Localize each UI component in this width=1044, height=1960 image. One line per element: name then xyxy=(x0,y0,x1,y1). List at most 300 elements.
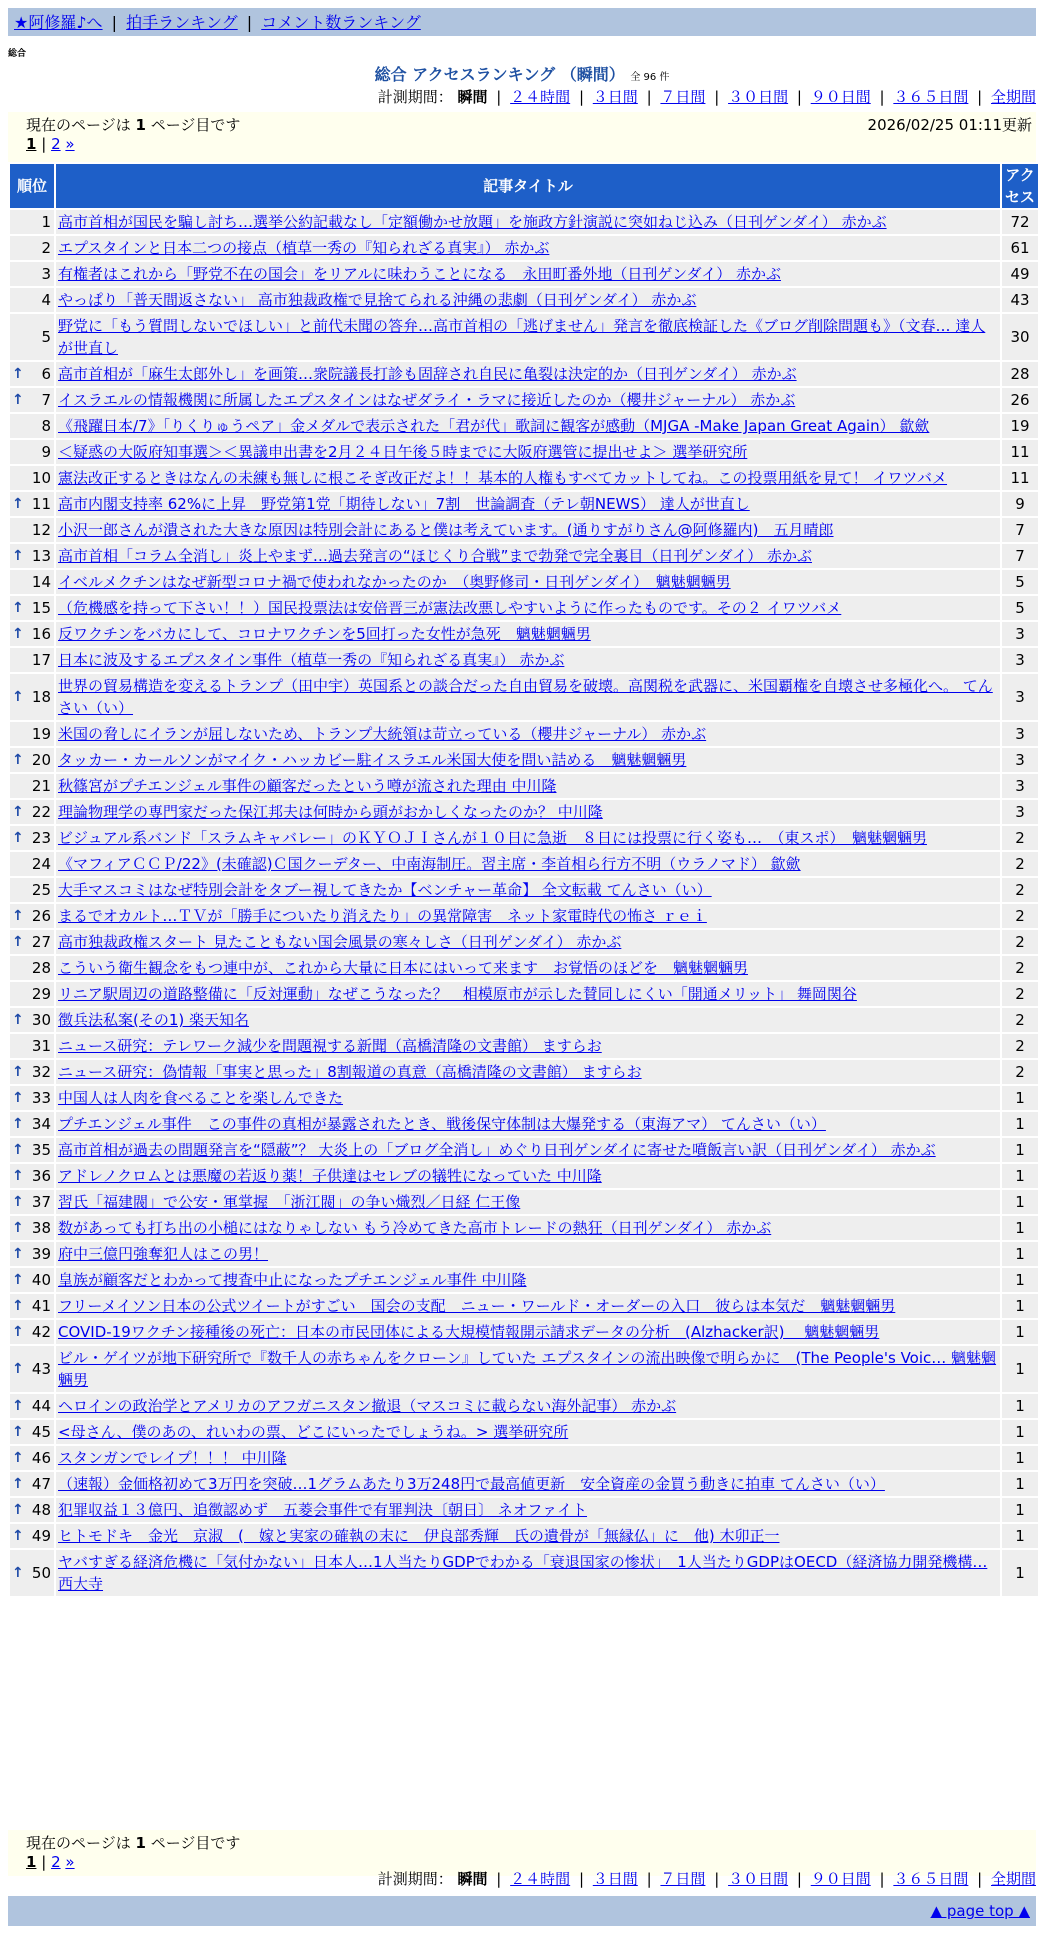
title-cell xyxy=(56,1498,1000,1522)
table-row xyxy=(10,1320,1038,1344)
table-row xyxy=(10,648,1038,672)
page-status xyxy=(26,1832,1018,1853)
access-count: 3 xyxy=(1002,748,1038,772)
article-title-link[interactable]: 反ワクチンをバカにして、コロナワクチンを5回打った女性が急死 魑魅魍魎男 xyxy=(58,625,591,643)
article-title-link[interactable]: ビル・ゲイツが地下研究所で『数千人の赤ちゃんをクローン』していた エプスタインの流出映像で明らかに (The People's Voic… 魑魅魍魎男 xyxy=(58,1349,997,1389)
rank-up-arrow-icon: ↑ xyxy=(12,1272,24,1288)
article-title-link[interactable]: リニア駅周辺の道路整備に「反対運動」なぜこうなった？ 相模原市が示した賛同しにくい「開通メリット」 舞岡関谷 xyxy=(58,985,857,1003)
page-status-number: 1 xyxy=(135,116,146,134)
table-row xyxy=(10,440,1038,464)
rank-up-arrow-icon: ↑ xyxy=(12,1298,24,1314)
period-separator: | xyxy=(796,1870,802,1888)
article-title-link[interactable]: 高市首相が国民を騙し討ち…選挙公約記載なし「定額働かせ放題」を施政方針演説に突如ねじ込み（日刊ゲンダイ） 赤かぶ xyxy=(58,213,887,231)
table-row xyxy=(10,982,1038,1006)
article-title-link[interactable]: 数があっても打ち出の小槌にはなりゃしない もう冷めてきた高市トレードの熱狂（日刊ゲンダイ） 赤かぶ xyxy=(58,1219,772,1237)
access-count: 1 xyxy=(1002,1346,1038,1392)
article-title-link[interactable]: 高市首相が「麻生太郎外し」を画策…衆院議長打診も固辞され自民に亀裂は決定的か（日刊ゲンダイ） 赤かぶ xyxy=(58,365,797,383)
rank-number: 31 xyxy=(31,1037,51,1055)
article-title-link[interactable]: 有権者はこれから「野党不在の国会」をリアルに味わうことになる 永田町番外地（日刊ゲンダイ） 赤かぶ xyxy=(58,265,781,283)
article-title-link[interactable]: タッカー・カールソンがマイク・ハッカビー駐イスラエル米国大使を問い詰める 魑魅魍魎男 xyxy=(58,751,687,769)
period-selector-top xyxy=(378,86,1036,107)
period-separator: | xyxy=(646,88,652,106)
title-cell xyxy=(56,774,1000,798)
period-30d-link[interactable]: ３０日間 xyxy=(728,1870,789,1888)
article-title-link[interactable]: ヒトモドキ 金光 京淑 ( 嫁と実家の確執の末に 伊良部秀輝 氏の遺骨が「無縁仏」に 他) 木卯正一 xyxy=(58,1527,780,1545)
period-90d-link[interactable]: ９０日間 xyxy=(810,1870,871,1888)
article-title-link[interactable]: 理論物理学の専門家だった保江邦夫は何時から頭がおかしくなったのか？ 中川隆 xyxy=(58,803,603,821)
asyura-home-link[interactable]: ★阿修羅♪へ xyxy=(14,13,103,32)
table-row xyxy=(10,1086,1038,1110)
access-count: 1 xyxy=(1002,1086,1038,1110)
table-row xyxy=(10,1394,1038,1418)
rank-cell xyxy=(10,518,54,542)
period-7d-link[interactable]: ７日間 xyxy=(660,88,706,106)
table-row xyxy=(10,1346,1038,1392)
article-title-link[interactable]: 《飛躍日本/7》「りくりゅうペア」金メダルで表示された「君が代」歌詞に観客が感動（MJGA -Make Japan Great Again） 歙歛 xyxy=(58,417,930,435)
title-cell xyxy=(56,414,1000,438)
rank-up-arrow-icon: ↑ xyxy=(12,1194,24,1210)
title-cell xyxy=(56,440,1000,464)
rank-number: 25 xyxy=(31,881,51,899)
table-row xyxy=(10,1190,1038,1214)
rank-cell xyxy=(10,1294,54,1318)
period-24h-link[interactable]: ２４時間 xyxy=(510,1870,571,1888)
rank-up-arrow-icon: ↑ xyxy=(12,600,24,616)
rank-up-arrow-icon: ↑ xyxy=(12,1502,24,1518)
access-count: 2 xyxy=(1002,878,1038,902)
page-2-link[interactable]: 2 xyxy=(51,135,61,153)
period-separator: | xyxy=(879,88,885,106)
article-title-link[interactable]: 高市内閣支持率 62%に上昇 野党第1党「期待しない」7割 世論調査（テレ朝NEWS） 達人が世直し xyxy=(58,495,750,513)
table-row xyxy=(10,878,1038,902)
rank-number: 32 xyxy=(31,1063,51,1081)
rank-cell xyxy=(10,930,54,954)
ranking-title: 総合 アクセスランキング （瞬間） xyxy=(374,65,625,84)
period-24h-link[interactable]: ２４時間 xyxy=(510,88,571,106)
table-row xyxy=(10,466,1038,490)
access-count: 1 xyxy=(1002,1242,1038,1266)
rank-cell xyxy=(10,1138,54,1162)
rank-number: 16 xyxy=(31,625,51,643)
period-separator: | xyxy=(496,1870,502,1888)
period-separator: | xyxy=(796,88,802,106)
table-row xyxy=(10,956,1038,980)
article-title-link[interactable]: まるでオカルト…ＴＶが「勝手についたり消えたり」の異常障害 ネット家電時代の怖さ ｒｅｉ xyxy=(58,907,707,925)
rank-number: 11 xyxy=(31,495,51,513)
updated-timestamp: 2026/02/25 01:11更新 xyxy=(867,116,1032,134)
access-count: 2 xyxy=(1002,982,1038,1006)
rank-number: 30 xyxy=(31,1011,51,1029)
period-3d-link[interactable]: ３日間 xyxy=(592,88,638,106)
access-count: 1 xyxy=(1002,1112,1038,1136)
article-title-link[interactable]: 野党に「もう質問しないでほしい」と前代未聞の答弁…高市首相の「逃げません」発言を徹底検証した《ブログ削除問題も》（文春… 達人が世直し xyxy=(58,317,986,357)
article-title-link[interactable]: （危機感を持って下さい！！）国民投票法は安倍晋三が憲法改悪しやすいように作ったものです。その２ イワツバメ xyxy=(58,599,842,617)
access-count: 1 xyxy=(1002,1420,1038,1444)
article-title-link[interactable]: ニュース研究：テレワーク減少を問題視する新聞（高橋清隆の文書館） ますらお xyxy=(58,1037,602,1055)
access-count: 1 xyxy=(1002,1164,1038,1188)
title-cell xyxy=(56,466,1000,490)
title-cell xyxy=(56,1320,1000,1344)
table-header-row xyxy=(10,164,1038,208)
rank-number: 22 xyxy=(31,803,51,821)
period-label: 計測期間： xyxy=(377,88,453,106)
top-nav-bar xyxy=(8,8,1036,36)
table-row xyxy=(10,1138,1038,1162)
rank-up-arrow-icon: ↑ xyxy=(12,934,24,950)
rank-number: 24 xyxy=(31,855,51,873)
table-row xyxy=(10,288,1038,312)
rank-cell xyxy=(10,1060,54,1084)
access-count: 1 xyxy=(1002,1446,1038,1470)
rank-number: 27 xyxy=(31,933,51,951)
article-title-link[interactable]: こういう衛生観念をもつ連中が、これから大量に日本にはいって来ます お覚悟のほどを 魑魅魍魎男 xyxy=(58,959,749,977)
rank-number: 46 xyxy=(31,1449,51,1467)
rank-number: 14 xyxy=(31,573,51,591)
access-count: 1 xyxy=(1002,1394,1038,1418)
article-title-link[interactable]: フリーメイソン日本の公式ツイートがすごい 国会の支配 ニュー・ワールド・オーダーの入口 彼らは本気だ 魑魅魍魎男 xyxy=(58,1297,896,1315)
title-cell xyxy=(56,982,1000,1006)
title-cell xyxy=(56,1112,1000,1136)
article-title-link[interactable]: ＜疑惑の大阪府知事選＞＜異議申出書を2月２４日午後５時までに大阪府選管に提出せよ＞ 選挙研究所 xyxy=(58,443,748,461)
title-cell xyxy=(56,570,1000,594)
title-cell xyxy=(56,1420,1000,1444)
period-separator: | xyxy=(977,88,983,106)
applause-ranking-link[interactable]: 拍手ランキング xyxy=(126,13,238,32)
access-count: 49 xyxy=(1002,262,1038,286)
rank-number: 45 xyxy=(31,1423,51,1441)
rank-number: 19 xyxy=(31,725,51,743)
period-separator: | xyxy=(879,1870,885,1888)
ranking-table xyxy=(8,162,1040,1598)
rank-cell xyxy=(10,210,54,234)
title-cell xyxy=(56,1164,1000,1188)
rank-cell xyxy=(10,1164,54,1188)
rank-cell xyxy=(10,722,54,746)
article-title-link[interactable]: 日本に波及するエプスタイン事件（植草一秀の『知られざる真実』） 赤かぶ xyxy=(58,651,565,669)
title-header: 記事タイトル xyxy=(56,164,1000,208)
rank-number: 35 xyxy=(31,1141,51,1159)
rank-number: 47 xyxy=(31,1475,51,1493)
period-current: 瞬間 xyxy=(457,88,488,106)
period-all-link[interactable]: 全期間 xyxy=(990,1870,1036,1888)
period-current: 瞬間 xyxy=(457,1870,488,1888)
rank-up-arrow-icon: ↑ xyxy=(12,548,24,564)
access-count: 19 xyxy=(1002,414,1038,438)
article-title-link[interactable]: 小沢一郎さんが潰された大きな原因は特別会計にあると僕は考えています。(通りすがりさん@阿修羅内) 五月晴郎 xyxy=(58,521,834,539)
rank-cell xyxy=(10,262,54,286)
rank-number: 36 xyxy=(31,1167,51,1185)
title-cell xyxy=(56,236,1000,260)
rank-number: 5 xyxy=(41,328,51,346)
period-all-link[interactable]: 全期間 xyxy=(990,88,1036,106)
rank-cell xyxy=(10,1550,54,1596)
table-row xyxy=(10,1498,1038,1522)
rank-number: 15 xyxy=(31,599,51,617)
article-title-link[interactable]: （速報）金価格初めて3万円を突破…1グラムあたり3万248円で最高値更新 安全資産の金買う動きに拍車 てんさい（い） xyxy=(58,1475,885,1493)
rank-number: 41 xyxy=(31,1297,51,1315)
rank-up-arrow-icon: ↑ xyxy=(12,392,24,408)
title-cell xyxy=(56,1008,1000,1032)
next-page-link[interactable]: » xyxy=(65,135,75,153)
rank-number: 17 xyxy=(31,651,51,669)
rank-number: 9 xyxy=(41,443,51,461)
title-cell xyxy=(56,1394,1000,1418)
access-count: 7 xyxy=(1002,544,1038,568)
article-title-link[interactable]: 皇族が顧客だとわかって捜査中止になったプチエンジェル事件 中川隆 xyxy=(58,1271,527,1289)
table-row xyxy=(10,492,1038,516)
rank-cell xyxy=(10,1320,54,1344)
access-count: 30 xyxy=(1002,314,1038,360)
period-365d-link[interactable]: ３６５日間 xyxy=(893,1870,969,1888)
access-count: 3 xyxy=(1002,722,1038,746)
rank-number: 40 xyxy=(31,1271,51,1289)
article-title-link[interactable]: 徴兵法私案(その1) 楽天知名 xyxy=(58,1011,250,1029)
rank-cell xyxy=(10,904,54,928)
table-row xyxy=(10,1034,1038,1058)
rank-cell xyxy=(10,648,54,672)
rank-up-arrow-icon: ↑ xyxy=(12,1142,24,1158)
rank-up-arrow-icon: ↑ xyxy=(12,496,24,512)
table-row xyxy=(10,748,1038,772)
rank-number: 33 xyxy=(31,1089,51,1107)
page-1-current: 1 xyxy=(26,1853,37,1871)
table-row xyxy=(10,774,1038,798)
access-count: 3 xyxy=(1002,674,1038,720)
rank-cell xyxy=(10,748,54,772)
ranking-table-body xyxy=(10,210,1038,1596)
rank-cell xyxy=(10,1524,54,1548)
rank-number: 4 xyxy=(41,291,51,309)
rank-number: 7 xyxy=(41,391,51,409)
article-title-link[interactable]: イベルメクチンはなぜ新型コロナ禍で使われなかったのか （奥野修司・日刊ゲンダイ） 魑魅魍魎男 xyxy=(58,573,731,591)
table-row xyxy=(10,210,1038,234)
title-cell xyxy=(56,878,1000,902)
rank-cell xyxy=(10,466,54,490)
rank-cell xyxy=(10,826,54,850)
rank-number: 2 xyxy=(41,239,51,257)
article-title-link[interactable]: 大手マスコミはなぜ特別会計をタブー視してきたか【ベンチャー革命】 全文転載 てんさい（い） xyxy=(58,881,712,899)
article-title-link[interactable]: 米国の脅しにイランが屈しないため、トランプ大統領は苛立っている（櫻井ジャーナル） 赤かぶ xyxy=(58,725,707,743)
pager-top xyxy=(8,112,1036,162)
title-cell xyxy=(56,288,1000,312)
table-row xyxy=(10,1550,1038,1596)
rank-number: 3 xyxy=(41,265,51,283)
access-count: 1 xyxy=(1002,1320,1038,1344)
access-count: 26 xyxy=(1002,388,1038,412)
article-title-link[interactable]: 犯罪収益１３億円、追徴認めず 五菱会事件で有罪判決〔朝日〕 ネオファイト xyxy=(58,1501,588,1519)
title-cell xyxy=(56,1060,1000,1084)
period-7d-link[interactable]: ７日間 xyxy=(660,1870,706,1888)
access-count: 1 xyxy=(1002,1268,1038,1292)
period-separator: | xyxy=(714,88,720,106)
title-cell xyxy=(56,362,1000,386)
period-365d-link[interactable]: ３６５日間 xyxy=(893,88,969,106)
article-title-link[interactable]: エプスタインと日本二つの接点（植草一秀の『知られざる真実』） 赤かぶ xyxy=(58,239,550,257)
table-row xyxy=(10,800,1038,824)
period-selector-bottom xyxy=(378,1868,1036,1889)
access-count: 1 xyxy=(1002,1472,1038,1496)
article-title-link[interactable]: 高市独裁政権スタート 見たこともない国会風景の寒々しさ（日刊ゲンダイ） 赤かぶ xyxy=(58,933,622,951)
period-3d-link[interactable]: ３日間 xyxy=(592,1870,638,1888)
rank-up-arrow-icon: ↑ xyxy=(12,830,24,846)
title-cell xyxy=(56,1242,1000,1266)
page-2-link[interactable]: 2 xyxy=(51,1853,61,1871)
access-count: 43 xyxy=(1002,288,1038,312)
article-title-link[interactable]: 秋篠宮がプチエンジェル事件の顧客だったという噂が流された理由 中川隆 xyxy=(58,777,557,795)
rank-cell xyxy=(10,1346,54,1392)
access-count: 1 xyxy=(1002,1138,1038,1162)
rank-number: 49 xyxy=(31,1527,51,1545)
title-cell xyxy=(56,1190,1000,1214)
article-title-link[interactable]: <母さん、僕のあの、れいわの票、どこにいったでしょうね。> 選挙研究所 xyxy=(58,1423,569,1441)
title-cell xyxy=(56,800,1000,824)
nav-separator: | xyxy=(111,13,118,32)
table-row xyxy=(10,596,1038,620)
article-title-link[interactable]: 《マフィアＣＣＰ/22》(未確認)Ｃ国クーデター、中南海制圧。習主席・李首相ら行方不明（ウラノマド） 歙歛 xyxy=(58,855,801,873)
title-cell xyxy=(56,518,1000,542)
rank-number: 34 xyxy=(31,1115,51,1133)
rank-cell xyxy=(10,1034,54,1058)
rank-cell xyxy=(10,1394,54,1418)
table-row xyxy=(10,1472,1038,1496)
title-cell xyxy=(56,722,1000,746)
title-cell xyxy=(56,1550,1000,1596)
period-90d-link[interactable]: ９０日間 xyxy=(810,88,871,106)
title-cell xyxy=(56,1346,1000,1392)
article-title-link[interactable]: 世界の貿易構造を変えるトランプ（田中宇）英国系との談合だった自由貿易を破壊。高関税を武器に、米国覇権を自壊させ多極化へ。 てんさい（い） xyxy=(58,677,993,717)
rank-cell xyxy=(10,544,54,568)
title-cell xyxy=(56,314,1000,360)
table-row xyxy=(10,904,1038,928)
access-count: 11 xyxy=(1002,440,1038,464)
access-count: 11 xyxy=(1002,466,1038,490)
rank-cell xyxy=(10,1216,54,1240)
article-title-link[interactable]: ビジュアル系バンド「スラムキャバレー」のＫＹＯＪＩさんが１０日に急逝 ８日には投票に行く姿も… （東スポ） 魑魅魍魎男 xyxy=(58,829,927,847)
rank-up-arrow-icon: ↑ xyxy=(12,1220,24,1236)
rank-cell xyxy=(10,1008,54,1032)
rank-number: 37 xyxy=(31,1193,51,1211)
rank-cell xyxy=(10,800,54,824)
access-count: 2 xyxy=(1002,904,1038,928)
next-page-link[interactable]: » xyxy=(65,1853,75,1871)
access-count: 1 xyxy=(1002,1524,1038,1548)
title-cell xyxy=(56,262,1000,286)
rank-cell xyxy=(10,388,54,412)
rank-number: 44 xyxy=(31,1397,51,1415)
title-cell xyxy=(56,1138,1000,1162)
title-cell xyxy=(56,1216,1000,1240)
title-cell xyxy=(56,1472,1000,1496)
article-title-link[interactable]: ヘロインの政治学とアメリカのアフガニスタン撤退（マスコミに載らない海外記事） 赤かぶ xyxy=(58,1397,677,1415)
article-title-link[interactable]: 府中三億円強奪犯人はこの男！ xyxy=(58,1245,269,1263)
title-cell xyxy=(56,1034,1000,1058)
page-separator: | xyxy=(41,135,47,153)
rank-cell xyxy=(10,1268,54,1292)
period-separator: | xyxy=(714,1870,720,1888)
comment-ranking-link[interactable]: コメント数ランキング xyxy=(261,13,421,32)
table-row xyxy=(10,544,1038,568)
rank-cell xyxy=(10,1446,54,1470)
rank-number: 20 xyxy=(31,751,51,769)
article-title-link[interactable]: 中国人は人肉を食べることを楽しんできた xyxy=(58,1089,344,1107)
rank-cell xyxy=(10,774,54,798)
article-title-link[interactable]: COVID-19ワクチン接種後の死亡：日本の市民団体による大規模情報開示請求データの分析 (Alzhacker訳) 魑魅魍魎男 xyxy=(58,1323,880,1341)
rank-number: 18 xyxy=(31,688,51,706)
article-title-link[interactable]: ニュース研究：偽情報「事実と思った」8割報道の真意（高橋清隆の文書館） ますらお xyxy=(58,1063,642,1081)
item-count: 全 96 件 xyxy=(630,72,670,83)
table-row xyxy=(10,1164,1038,1188)
title-cell xyxy=(56,210,1000,234)
rank-cell xyxy=(10,852,54,876)
table-row xyxy=(10,852,1038,876)
access-count: 1 xyxy=(1002,1294,1038,1318)
period-label: 計測期間： xyxy=(377,1870,453,1888)
rank-number: 38 xyxy=(31,1219,51,1237)
rank-number: 21 xyxy=(31,777,51,795)
table-row xyxy=(10,362,1038,386)
table-row xyxy=(10,1216,1038,1240)
rank-up-arrow-icon: ↑ xyxy=(12,1246,24,1262)
table-row xyxy=(10,1268,1038,1292)
access-count: 1 xyxy=(1002,1190,1038,1214)
table-row xyxy=(10,1008,1038,1032)
access-count: 72 xyxy=(1002,210,1038,234)
rank-number: 42 xyxy=(31,1323,51,1341)
article-title-link[interactable]: 憲法改正するときはなんの未練も無しに根こそぎ改正だよ！！基本的人権もすべてカットしてね。この投票用紙を見て！ イワツバメ xyxy=(58,469,948,487)
access-count: 1 xyxy=(1002,1216,1038,1240)
rank-cell xyxy=(10,1242,54,1266)
rank-number: 8 xyxy=(41,417,51,435)
page-status-number: 1 xyxy=(135,1834,146,1852)
period-separator: | xyxy=(977,1870,983,1888)
access-count: 2 xyxy=(1002,1034,1038,1058)
article-title-link[interactable]: アドレノクロムとは悪魔の若返り薬！子供達はセレブの犠牲になっていた 中川隆 xyxy=(58,1167,602,1185)
rank-number: 39 xyxy=(31,1245,51,1263)
table-row xyxy=(10,1294,1038,1318)
article-title-link[interactable]: やっぱり「普天間返さない」 高市独裁政権で見捨てられる沖縄の悲劇（日刊ゲンダイ） 赤かぶ xyxy=(58,291,697,309)
access-header: アクセス xyxy=(1002,164,1038,208)
table-row xyxy=(10,388,1038,412)
rank-number: 50 xyxy=(31,1564,51,1582)
rank-up-arrow-icon: ↑ xyxy=(12,1012,24,1028)
period-30d-link[interactable]: ３０日間 xyxy=(728,88,789,106)
rank-cell xyxy=(10,288,54,312)
article-title-link[interactable]: 習氏「福建閥」で公安・軍掌握 「浙江閥」の争い熾烈／日経 仁王像 xyxy=(58,1193,521,1211)
article-title-link[interactable]: プチエンジェル事件 この事件の真相が暴露されたとき、戦後保守体制は大爆発する（東海アマ） てんさい（い） xyxy=(58,1115,826,1133)
rank-cell xyxy=(10,622,54,646)
rank-up-arrow-icon: ↑ xyxy=(12,752,24,768)
title-cell xyxy=(56,622,1000,646)
nav-separator: | xyxy=(246,13,253,32)
page-top-link[interactable]: ▲ page top ▲ xyxy=(930,1902,1030,1920)
article-title-link[interactable]: イスラエルの情報機関に所属したエプスタインはなぜダライ・ラマに接近したのか（櫻井ジャーナル） 赤かぶ xyxy=(58,391,796,409)
article-title-link[interactable]: 高市首相「コラム全消し」炎上やまず…過去発言の“ほじくり合戦”まで勃発で完全裏目（日刊ゲンダイ） 赤かぶ xyxy=(58,547,812,565)
access-count: 1 xyxy=(1002,1550,1038,1596)
rank-number: 12 xyxy=(31,521,51,539)
access-count: 5 xyxy=(1002,570,1038,594)
access-count: 2 xyxy=(1002,956,1038,980)
rank-up-arrow-icon: ↑ xyxy=(12,1090,24,1106)
table-row xyxy=(10,262,1038,286)
table-row xyxy=(10,570,1038,594)
article-title-link[interactable]: 高市首相が過去の問題発言を“隠蔽”？ 大炎上の「ブログ全消し」めぐり日刊ゲンダイに寄せた噴飯言い訳（日刊ゲンダイ） 赤かぶ xyxy=(58,1141,936,1159)
rank-cell xyxy=(10,492,54,516)
access-count: 2 xyxy=(1002,1060,1038,1084)
title-cell xyxy=(56,904,1000,928)
access-count: 3 xyxy=(1002,800,1038,824)
article-title-link[interactable]: ヤバすぎる経済危機に「気付かない」日本人…1人当たりGDPでわかる「衰退国家の惨状」 1人当たりGDPはOECD（経済協力開発機構… 西大寺 xyxy=(58,1553,988,1593)
article-title-link[interactable]: スタンガンでレイプ！！！ 中川隆 xyxy=(58,1449,287,1467)
